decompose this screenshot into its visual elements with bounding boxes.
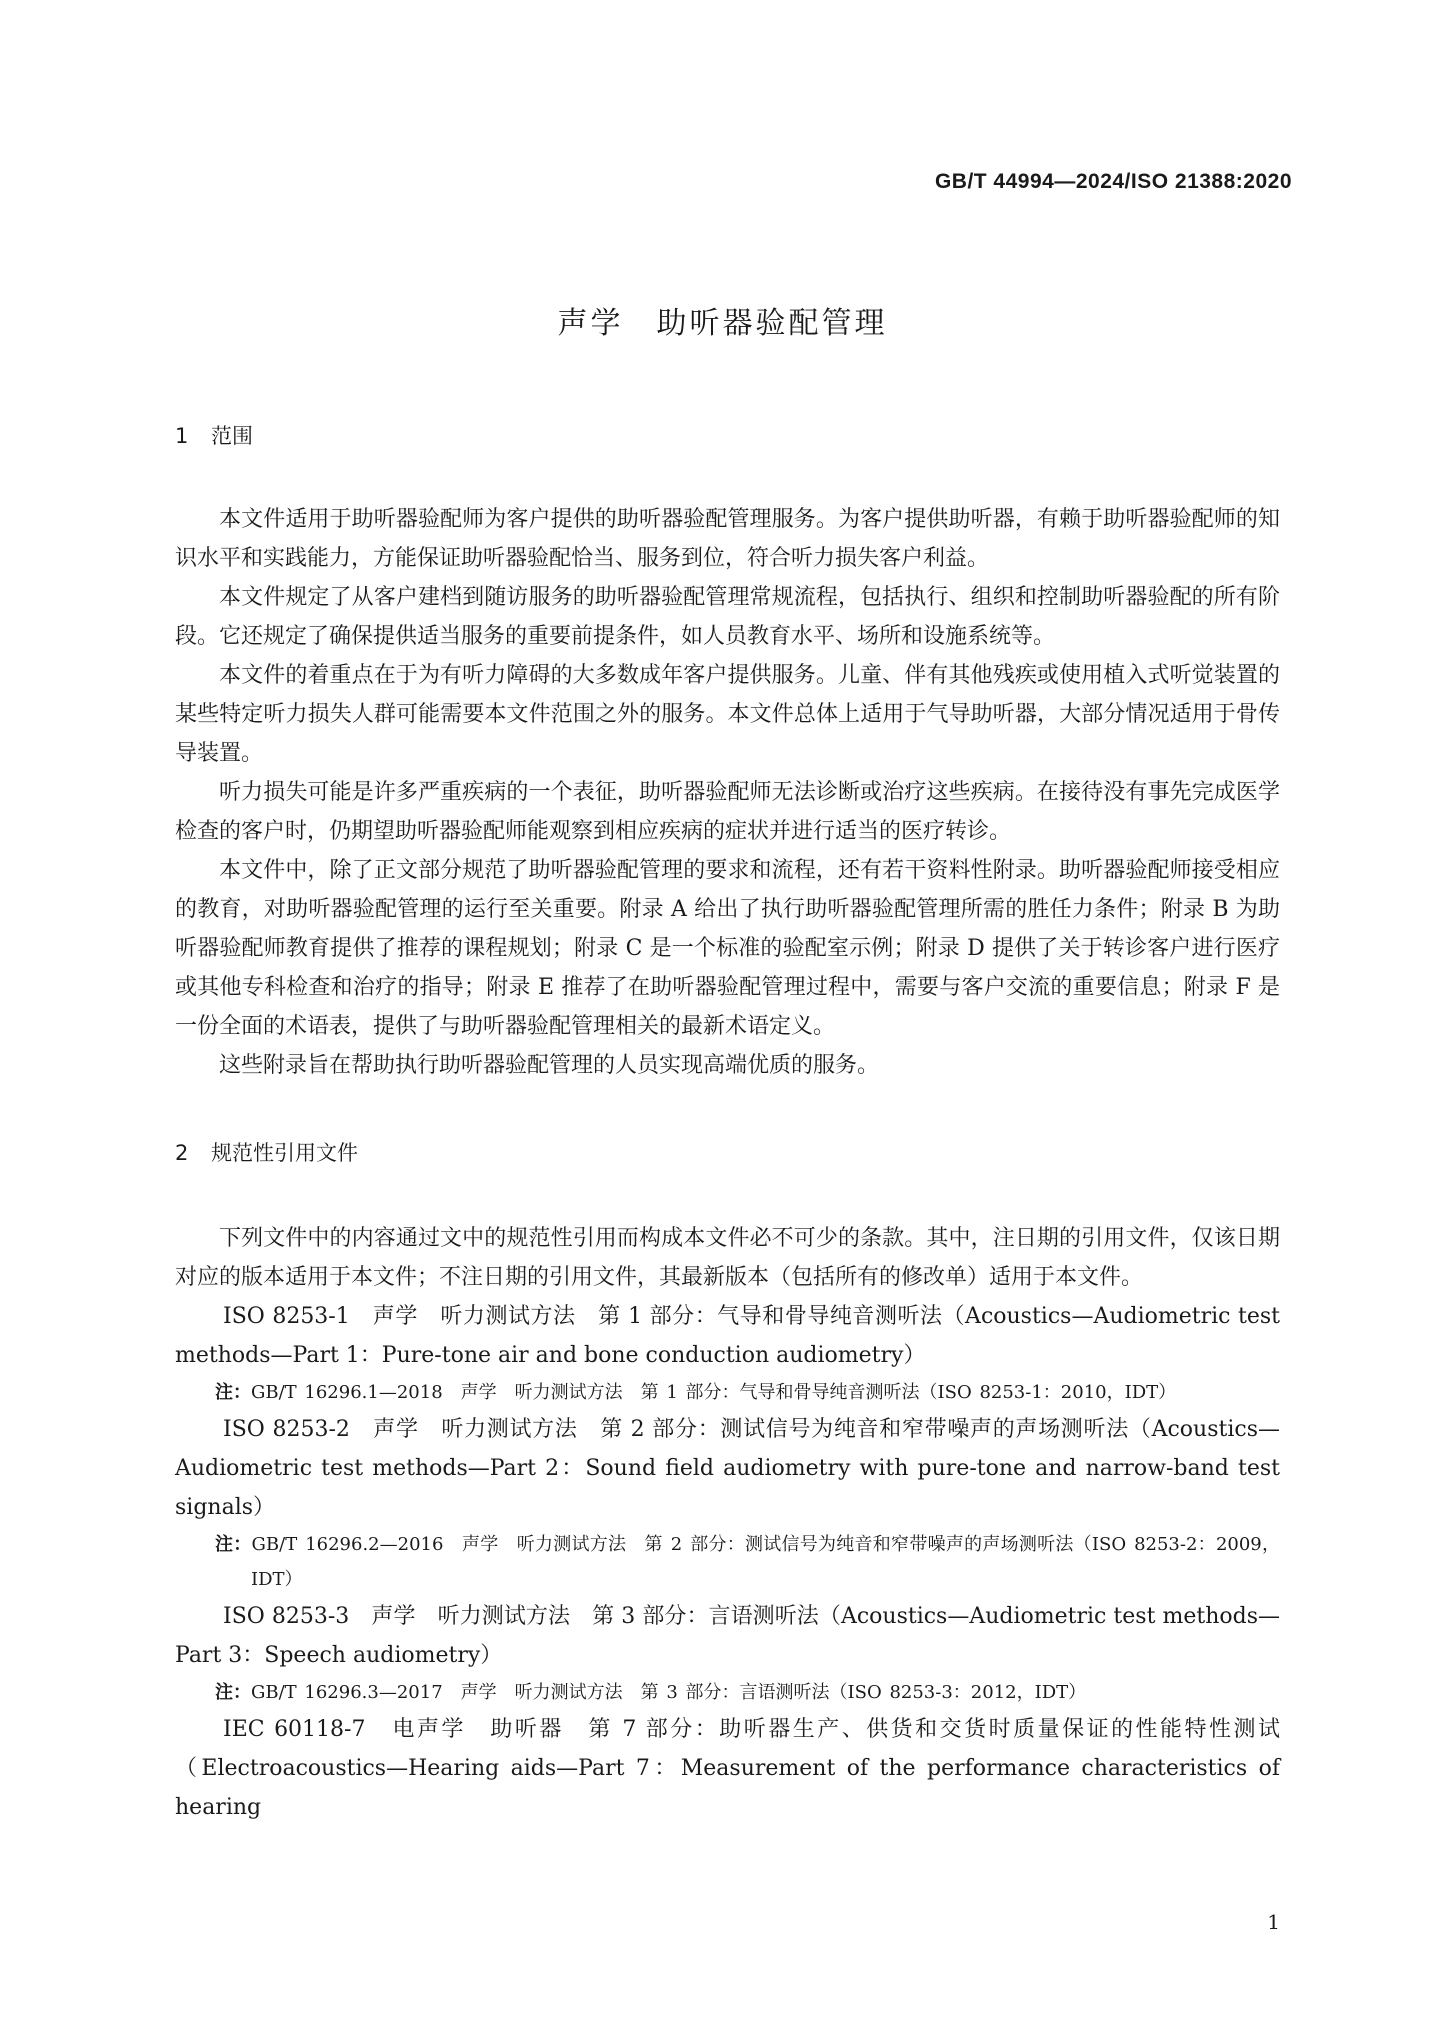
section-heading-scope xyxy=(175,420,1280,452)
note-label: 注： xyxy=(215,1382,251,1403)
note-text: GB/T 16296.3—2017 声学 听力测试方法 第 3 部分：言语测听法（ISO 8253-3：2012，IDT） xyxy=(251,1682,1087,1703)
scope-paragraph: 本文件规定了从客户建档到随访服务的助听器验配管理常规流程，包括执行、组织和控制助听器验配的所有阶段。它还规定了确保提供适当服务的重要前提条件，如人员教育水平、场所和设施系统等。 xyxy=(175,585,1280,649)
standard-code: GB/T 44994—2024/ISO 21388:2020 xyxy=(934,170,1292,193)
section-number: 1 xyxy=(175,424,189,448)
scope-paragraph: 听力损失可能是许多严重疾病的一个表征，助听器验配师无法诊断或治疗这些疾病。在接待没有事先完成医学检查的客户时，仍期望助听器验配师能观察到相应疾病的症状并进行适当的医疗转诊。 xyxy=(175,780,1280,844)
section-heading-normative-references xyxy=(175,1137,1280,1169)
note-label: 注： xyxy=(215,1534,252,1555)
references-intro: 下列文件中的内容通过文中的规范性引用而构成本文件必不可少的条款。其中，注日期的引用文件，仅该日期对应的版本适用于本文件；不注日期的引用文件，其最新版本（包括所有的修改单）适用于本文件。 xyxy=(175,1226,1280,1290)
reference-entry: IEC 60118-7 电声学 助听器 第 7 部分：助听器生产、供货和交货时质量保证的性能特性测试（Electroacoustics—Hearing aids—Part 7：Measurement of the performance characteristics of hearing xyxy=(175,1717,1280,1820)
section-title: 规范性引用文件 xyxy=(211,1141,358,1165)
section-title: 范围 xyxy=(211,424,253,448)
section-number: 2 xyxy=(175,1141,189,1165)
note-text: GB/T 16296.2—2016 声学 听力测试方法 第 2 部分：测试信号为纯音和窄带噪声的声场测听法（ISO 8253-2：2009，IDT） xyxy=(251,1534,1281,1590)
reference-note xyxy=(175,1675,1280,1710)
scope-paragraph: 本文件适用于助听器验配师为客户提供的助听器验配管理服务。为客户提供助听器，有赖于助听器验配师的知识水平和实践能力，方能保证助听器验配恰当、服务到位，符合听力损失客户利益。 xyxy=(175,507,1280,571)
reference-note xyxy=(175,1375,1280,1410)
reference-entry: ISO 8253-2 声学 听力测试方法 第 2 部分：测试信号为纯音和窄带噪声的声场测听法（Acoustics—Audiometric test methods—Part 2：Sound field audiometry with pure-tone and narrow-band test signals） xyxy=(175,1417,1280,1520)
scope-paragraph: 这些附录旨在帮助执行助听器验配管理的人员实现高端优质的服务。 xyxy=(219,1053,880,1078)
note-text: GB/T 16296.1—2018 声学 听力测试方法 第 1 部分：气导和骨导纯音测听法（ISO 8253-1：2010，IDT） xyxy=(251,1382,1177,1403)
scope-paragraph: 本文件中，除了正文部分规范了助听器验配管理的要求和流程，还有若干资料性附录。助听器验配师接受相应的教育，对助听器验配管理的运行至关重要。附录 A 给出了执行助听器验配管理所需的胜任力条件；附录 B 为助听器验配师教育提供了推荐的课程规划；附录 C 是一个标准的验配室示例；附录 D 提供了关于转诊客户进行医疗或其他专科检查和治疗的指导；附录 E 推荐了在助听器验配管理过程中，需要与客户交流的重要信息；附录 F 是一份全面的术语表，提供了与助听器验配管理相关的最新术语定义。 xyxy=(175,858,1280,1039)
note-label: 注： xyxy=(215,1682,251,1703)
document-body xyxy=(175,420,1280,1827)
reference-entry: ISO 8253-1 声学 听力测试方法 第 1 部分：气导和骨导纯音测听法（Acoustics—Audiometric test methods—Part 1：Pure-tone air and bone conduction audiometry） xyxy=(175,1304,1280,1368)
page-number: 1 xyxy=(1267,1910,1280,1934)
scope-paragraph: 本文件的着重点在于为有听力障碍的大多数成年客户提供服务。儿童、伴有其他残疾或使用植入式听觉装置的某些特定听力损失人群可能需要本文件范围之外的服务。本文件总体上适用于气导助听器，大部分情况适用于骨传导装置。 xyxy=(175,663,1280,766)
reference-note xyxy=(175,1527,1280,1597)
reference-entry: ISO 8253-3 声学 听力测试方法 第 3 部分：言语测听法（Acoustics—Audiometric test methods—Part 3：Speech audiometry） xyxy=(175,1604,1280,1668)
document-title: 声学 助听器验配管理 xyxy=(557,306,888,341)
